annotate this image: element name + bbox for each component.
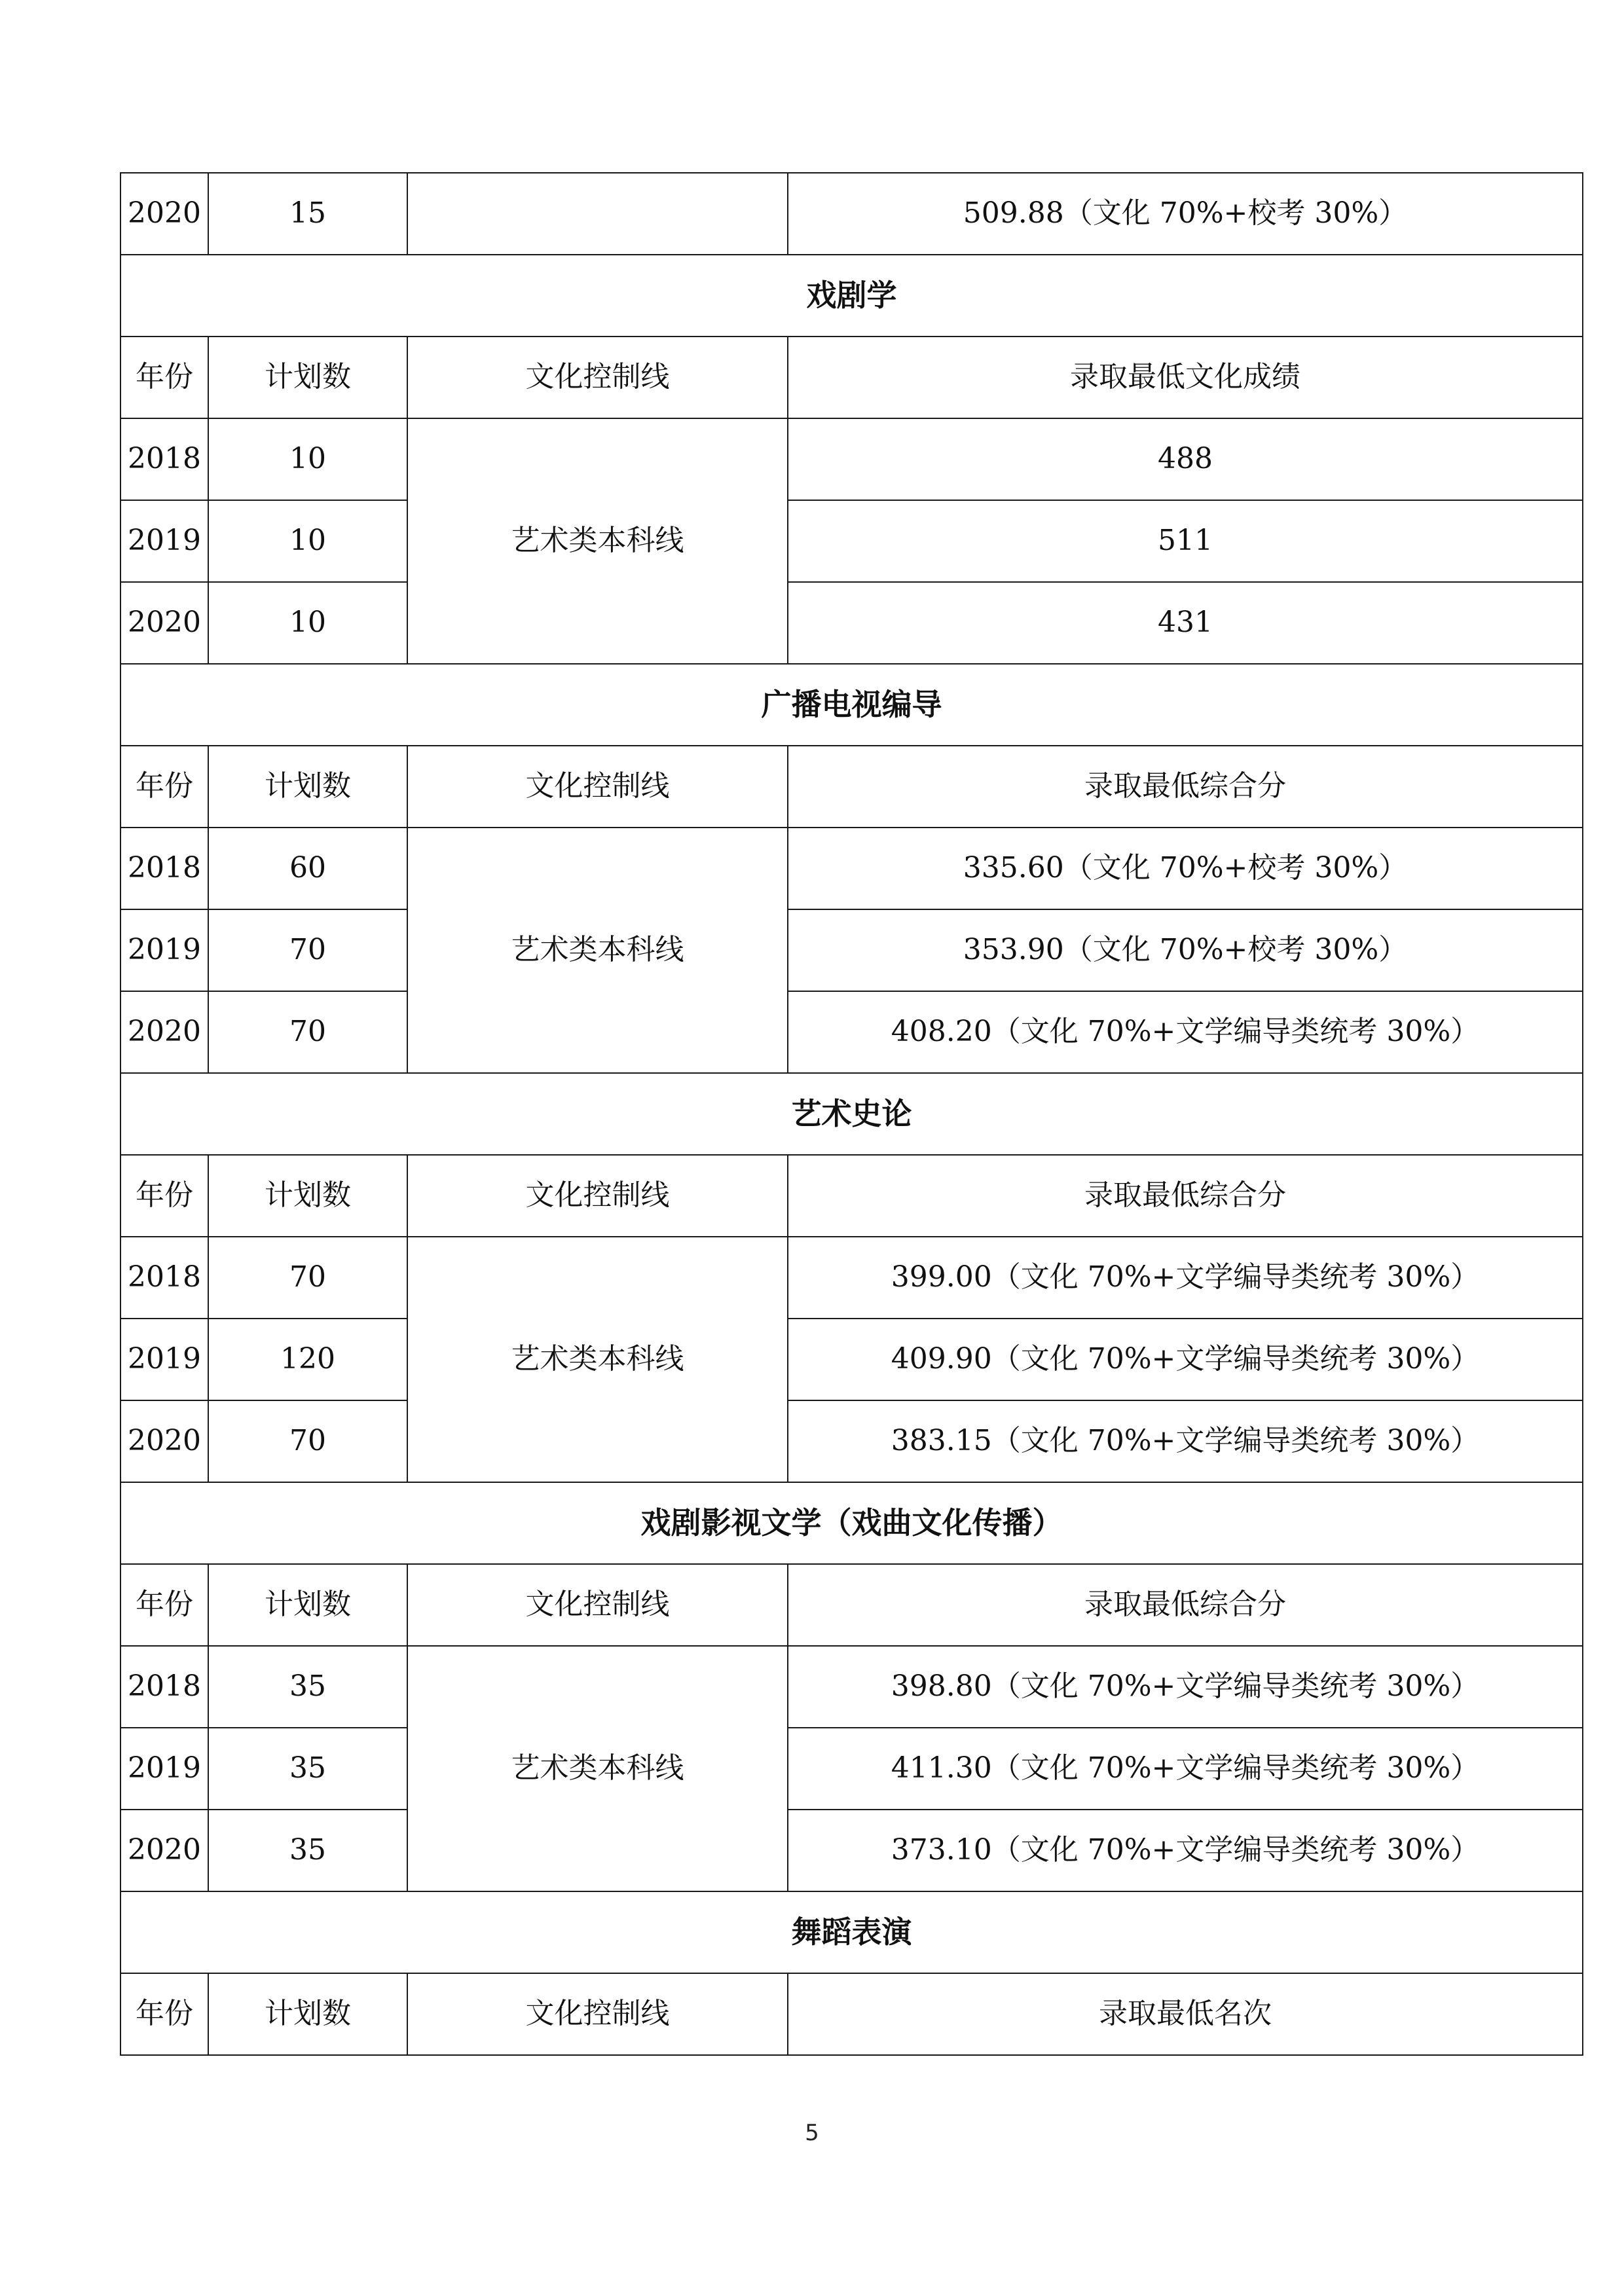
table-row <box>120 1810 1583 1891</box>
plan-count-header: 计划数 <box>208 746 407 828</box>
plan-count-cell: 35 <box>208 1810 407 1891</box>
plan-count-cell: 15 <box>208 173 407 255</box>
plan-count-cell: 10 <box>208 500 407 582</box>
section-title-row <box>120 664 1583 746</box>
control-line-header: 文化控制线 <box>407 746 788 828</box>
control-line-header: 文化控制线 <box>407 1155 788 1237</box>
table-row <box>120 1237 1583 1319</box>
year-cell: 2020 <box>120 1400 208 1482</box>
column-header-row <box>120 1973 1583 2055</box>
year-cell: 2020 <box>120 991 208 1073</box>
table-row <box>120 991 1583 1073</box>
plan-count-cell: 70 <box>208 1400 407 1482</box>
table-row <box>120 909 1583 991</box>
year-cell: 2019 <box>120 909 208 991</box>
section-title: 戏剧学 <box>120 255 1583 337</box>
control-line-cell: 艺术类本科线 <box>407 418 788 664</box>
year-header: 年份 <box>120 746 208 828</box>
plan-count-cell: 70 <box>208 1237 407 1319</box>
plan-count-header: 计划数 <box>208 1155 407 1237</box>
plan-count-header: 计划数 <box>208 337 407 418</box>
score-header: 录取最低综合分 <box>788 1155 1583 1237</box>
table-row <box>120 173 1583 255</box>
control-line-header: 文化控制线 <box>407 1973 788 2055</box>
column-header-row <box>120 746 1583 828</box>
year-cell: 2018 <box>120 418 208 500</box>
table-row <box>120 418 1583 500</box>
plan-count-cell: 60 <box>208 828 407 909</box>
score-header: 录取最低名次 <box>788 1973 1583 2055</box>
year-cell: 2020 <box>120 582 208 664</box>
year-cell: 2020 <box>120 173 208 255</box>
plan-count-cell: 120 <box>208 1319 407 1400</box>
plan-count-cell: 10 <box>208 582 407 664</box>
year-cell: 2020 <box>120 1810 208 1891</box>
score-cell: 411.30（文化 70%+文学编导类统考 30%） <box>788 1728 1583 1810</box>
plan-count-header: 计划数 <box>208 1564 407 1646</box>
year-header: 年份 <box>120 1973 208 2055</box>
score-cell: 408.20（文化 70%+文学编导类统考 30%） <box>788 991 1583 1073</box>
column-header-row <box>120 337 1583 418</box>
score-cell: 373.10（文化 70%+文学编导类统考 30%） <box>788 1810 1583 1891</box>
section-title: 舞蹈表演 <box>120 1891 1583 1973</box>
column-header-row <box>120 1564 1583 1646</box>
plan-count-cell: 35 <box>208 1646 407 1728</box>
section-title: 艺术史论 <box>120 1073 1583 1155</box>
table-row <box>120 1319 1583 1400</box>
year-cell: 2018 <box>120 1237 208 1319</box>
table-row <box>120 1400 1583 1482</box>
plan-count-header: 计划数 <box>208 1973 407 2055</box>
score-cell: 431 <box>788 582 1583 664</box>
score-cell: 399.00（文化 70%+文学编导类统考 30%） <box>788 1237 1583 1319</box>
year-cell: 2019 <box>120 1319 208 1400</box>
score-cell: 509.88（文化 70%+校考 30%） <box>788 173 1583 255</box>
score-cell: 409.90（文化 70%+文学编导类统考 30%） <box>788 1319 1583 1400</box>
control-line-cell: 艺术类本科线 <box>407 1237 788 1482</box>
score-cell: 511 <box>788 500 1583 582</box>
admissions-table <box>120 172 1583 2056</box>
year-header: 年份 <box>120 1564 208 1646</box>
table-row <box>120 1728 1583 1810</box>
control-line-cell <box>407 173 788 255</box>
control-line-cell: 艺术类本科线 <box>407 828 788 1073</box>
year-cell: 2018 <box>120 1646 208 1728</box>
score-cell: 353.90（文化 70%+校考 30%） <box>788 909 1583 991</box>
score-cell: 488 <box>788 418 1583 500</box>
plan-count-cell: 35 <box>208 1728 407 1810</box>
year-cell: 2019 <box>120 500 208 582</box>
table-row <box>120 500 1583 582</box>
section-title-row <box>120 1073 1583 1155</box>
year-cell: 2018 <box>120 828 208 909</box>
control-line-header: 文化控制线 <box>407 337 788 418</box>
plan-count-cell: 10 <box>208 418 407 500</box>
column-header-row <box>120 1155 1583 1237</box>
year-cell: 2019 <box>120 1728 208 1810</box>
plan-count-cell: 70 <box>208 991 407 1073</box>
table-row <box>120 582 1583 664</box>
score-header: 录取最低综合分 <box>788 1564 1583 1646</box>
year-header: 年份 <box>120 1155 208 1237</box>
table-row <box>120 828 1583 909</box>
table-row <box>120 1646 1583 1728</box>
section-title: 广播电视编导 <box>120 664 1583 746</box>
plan-count-cell: 70 <box>208 909 407 991</box>
section-title-row <box>120 1891 1583 1973</box>
section-title-row <box>120 255 1583 337</box>
control-line-cell: 艺术类本科线 <box>407 1646 788 1891</box>
score-cell: 335.60（文化 70%+校考 30%） <box>788 828 1583 909</box>
score-cell: 398.80（文化 70%+文学编导类统考 30%） <box>788 1646 1583 1728</box>
control-line-header: 文化控制线 <box>407 1564 788 1646</box>
page-number: 5 <box>805 2120 819 2146</box>
section-title-row <box>120 1482 1583 1564</box>
score-header: 录取最低文化成绩 <box>788 337 1583 418</box>
score-cell: 383.15（文化 70%+文学编导类统考 30%） <box>788 1400 1583 1482</box>
score-header: 录取最低综合分 <box>788 746 1583 828</box>
year-header: 年份 <box>120 337 208 418</box>
section-title: 戏剧影视文学（戏曲文化传播） <box>120 1482 1583 1564</box>
